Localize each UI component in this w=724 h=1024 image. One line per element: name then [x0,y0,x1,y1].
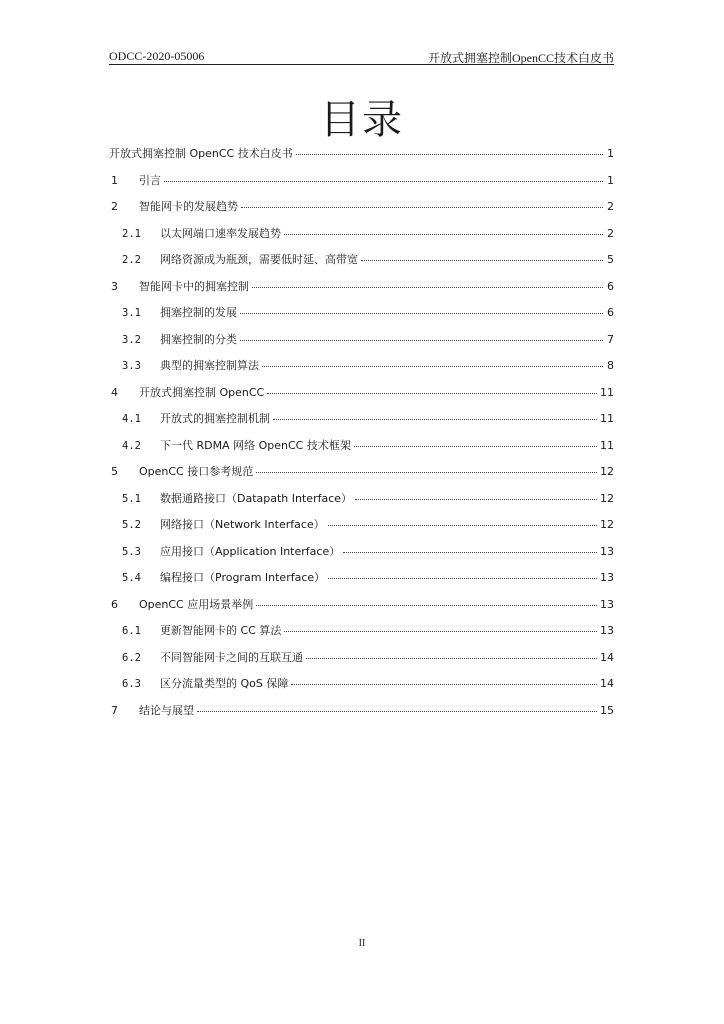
toc-entry-page: 8 [607,359,614,372]
page-title: 目录 [320,97,404,143]
toc-entry-page: 11 [600,438,614,452]
toc-dot-leader [197,699,597,712]
page-number: II [358,938,366,949]
toc-entry-number: 4 [111,385,118,399]
toc-entry-label: 开放式的拥塞控制机制 [160,412,270,425]
toc-entry[interactable] [109,462,614,480]
toc-entry-label: OpenCC 应用场景举例 [139,597,254,611]
toc-entry[interactable] [109,224,614,242]
toc-entry[interactable] [109,701,614,719]
toc-entry-number: 6.2 [122,651,141,664]
toc-dot-leader [328,566,597,579]
toc-entry-number: 5.3 [122,545,141,558]
toc-entry-page: 11 [600,412,614,425]
toc-entry-number: 6 [111,597,118,611]
toc-dot-leader [354,434,597,447]
toc-entry-label: 网络接口（Network Interface） [160,518,325,531]
toc-entry-page: 12 [600,518,614,531]
toc-dot-leader [240,328,603,341]
toc-entry-label: 更新智能网卡的 CC 算法 [160,624,282,637]
toc-entry-number: 7 [111,703,118,717]
document-id: ODCC-2020-05006 [109,49,205,63]
toc-entry-page: 13 [600,597,614,611]
toc-entry[interactable] [109,542,614,560]
toc-entry-label: 开放式拥塞控制 OpenCC [139,385,265,399]
toc-entry-label: 拥塞控制的发展 [160,306,237,319]
toc-entry-label: 智能网卡中的拥塞控制 [139,279,249,293]
toc-entry-page: 1 [607,173,614,187]
toc-entry[interactable] [109,356,614,374]
toc-entry-page: 5 [607,253,614,266]
toc-entry-page: 14 [600,650,614,664]
toc-entry[interactable] [109,621,614,639]
toc-entry[interactable] [109,277,614,295]
toc-dot-leader [256,460,597,473]
toc-dot-leader [355,487,597,500]
toc-entry[interactable] [109,250,614,268]
toc-entry-number: 2.1 [122,227,141,240]
toc-entry-number: 5.2 [122,519,141,531]
toc-dot-leader [284,222,603,235]
toc-dot-leader [262,354,603,367]
toc-entry-label: 不同智能网卡之间的互联互通 [160,650,303,664]
toc-entry-label: 典型的拥塞控制算法 [160,359,259,372]
toc-entry-page: 14 [600,677,614,690]
toc-entry-page: 2 [607,200,614,213]
toc-entry-number: 1 [111,173,118,187]
toc-dot-leader [267,381,597,394]
toc-entry[interactable] [109,330,614,348]
toc-entry-label: 编程接口（Program Interface） [160,571,326,584]
toc-entry-page: 13 [600,544,614,558]
toc-entry-page: 12 [600,491,614,505]
toc-entry-label: 下一代 RDMA 网络 OpenCC 技术框架 [160,438,351,452]
toc-entry-label: OpenCC 接口参考规范 [139,465,254,478]
toc-entry-page: 2 [607,226,614,240]
toc-entry[interactable] [109,674,614,692]
toc-entry-number: 3.3 [122,360,141,372]
toc-entry-number: 3.1 [122,307,141,319]
toc-dot-leader [291,672,597,685]
toc-entry[interactable] [109,383,614,401]
toc-dot-leader [328,513,597,526]
toc-entry-number: 2.2 [122,254,141,266]
toc-entry-label: 开放式拥塞控制 OpenCC 技术白皮书 [109,147,293,160]
toc-entry[interactable] [109,436,614,454]
toc-dot-leader [240,301,603,314]
toc-entry[interactable] [109,595,614,613]
toc-entry-page: 12 [600,465,614,478]
toc-dot-leader [306,646,597,659]
toc-entry-label: 智能网卡的发展趋势 [139,200,238,213]
toc-entry-label: 结论与展望 [139,703,194,717]
toc-dot-leader [164,169,603,182]
toc-entry-number: 4.1 [122,413,141,425]
toc-entry-page: 1 [607,147,614,160]
toc-entry[interactable] [109,197,614,215]
toc-entry-label: 数据通路接口（Datapath Interface） [160,491,353,505]
toc-entry[interactable] [109,303,614,321]
toc-entry-label: 拥塞控制的分类 [160,332,237,346]
toc-dot-leader [241,195,603,208]
toc-entry-page: 13 [600,571,614,584]
toc-entry-number: 5.1 [122,492,141,505]
toc-entry-label: 网络资源成为瓶颈，需要低时延、高带宽 [160,253,358,266]
toc-entry-label: 应用接口（Application Interface） [160,544,341,558]
toc-entry[interactable] [109,515,614,533]
toc-entry-page: 6 [607,306,614,319]
page-header [109,48,614,65]
toc-entry-label: 引言 [139,173,161,187]
toc-entry-number: 6.1 [122,625,141,637]
toc-dot-leader [256,593,597,606]
toc-dot-leader [361,248,603,261]
toc-entry-number: 3 [111,279,118,293]
toc-entry-label: 以太网端口速率发展趋势 [160,226,281,240]
toc-entry[interactable] [109,489,614,507]
toc-dot-leader [284,619,597,632]
toc-entry-page: 15 [600,703,614,717]
toc-dot-leader [343,540,597,553]
toc-entry-page: 11 [600,385,614,399]
header-document-title: 开放式拥塞控制OpenCC技术白皮书 [427,51,614,65]
toc-entry[interactable] [109,171,614,189]
toc-entry-number: 2 [111,200,118,213]
toc-entry-page: 6 [607,279,614,293]
toc-entry-number: 6.3 [122,678,141,690]
toc-entry-number: 4.2 [122,439,141,452]
toc-entry-page: 7 [607,332,614,346]
toc-dot-leader [296,142,603,155]
toc-entry[interactable] [109,648,614,666]
toc-entry[interactable] [109,144,614,162]
toc-entry-label: 区分流量类型的 QoS 保障 [160,677,289,690]
toc-entry-number: 5 [111,465,118,478]
toc-entry[interactable] [109,409,614,427]
toc-entry-page: 13 [600,624,614,637]
toc-entry[interactable] [109,568,614,586]
toc-dot-leader [273,407,597,420]
toc-entry-number: 3.2 [122,333,141,346]
toc-entry-number: 5.4 [122,572,141,584]
toc-dot-leader [252,275,603,288]
